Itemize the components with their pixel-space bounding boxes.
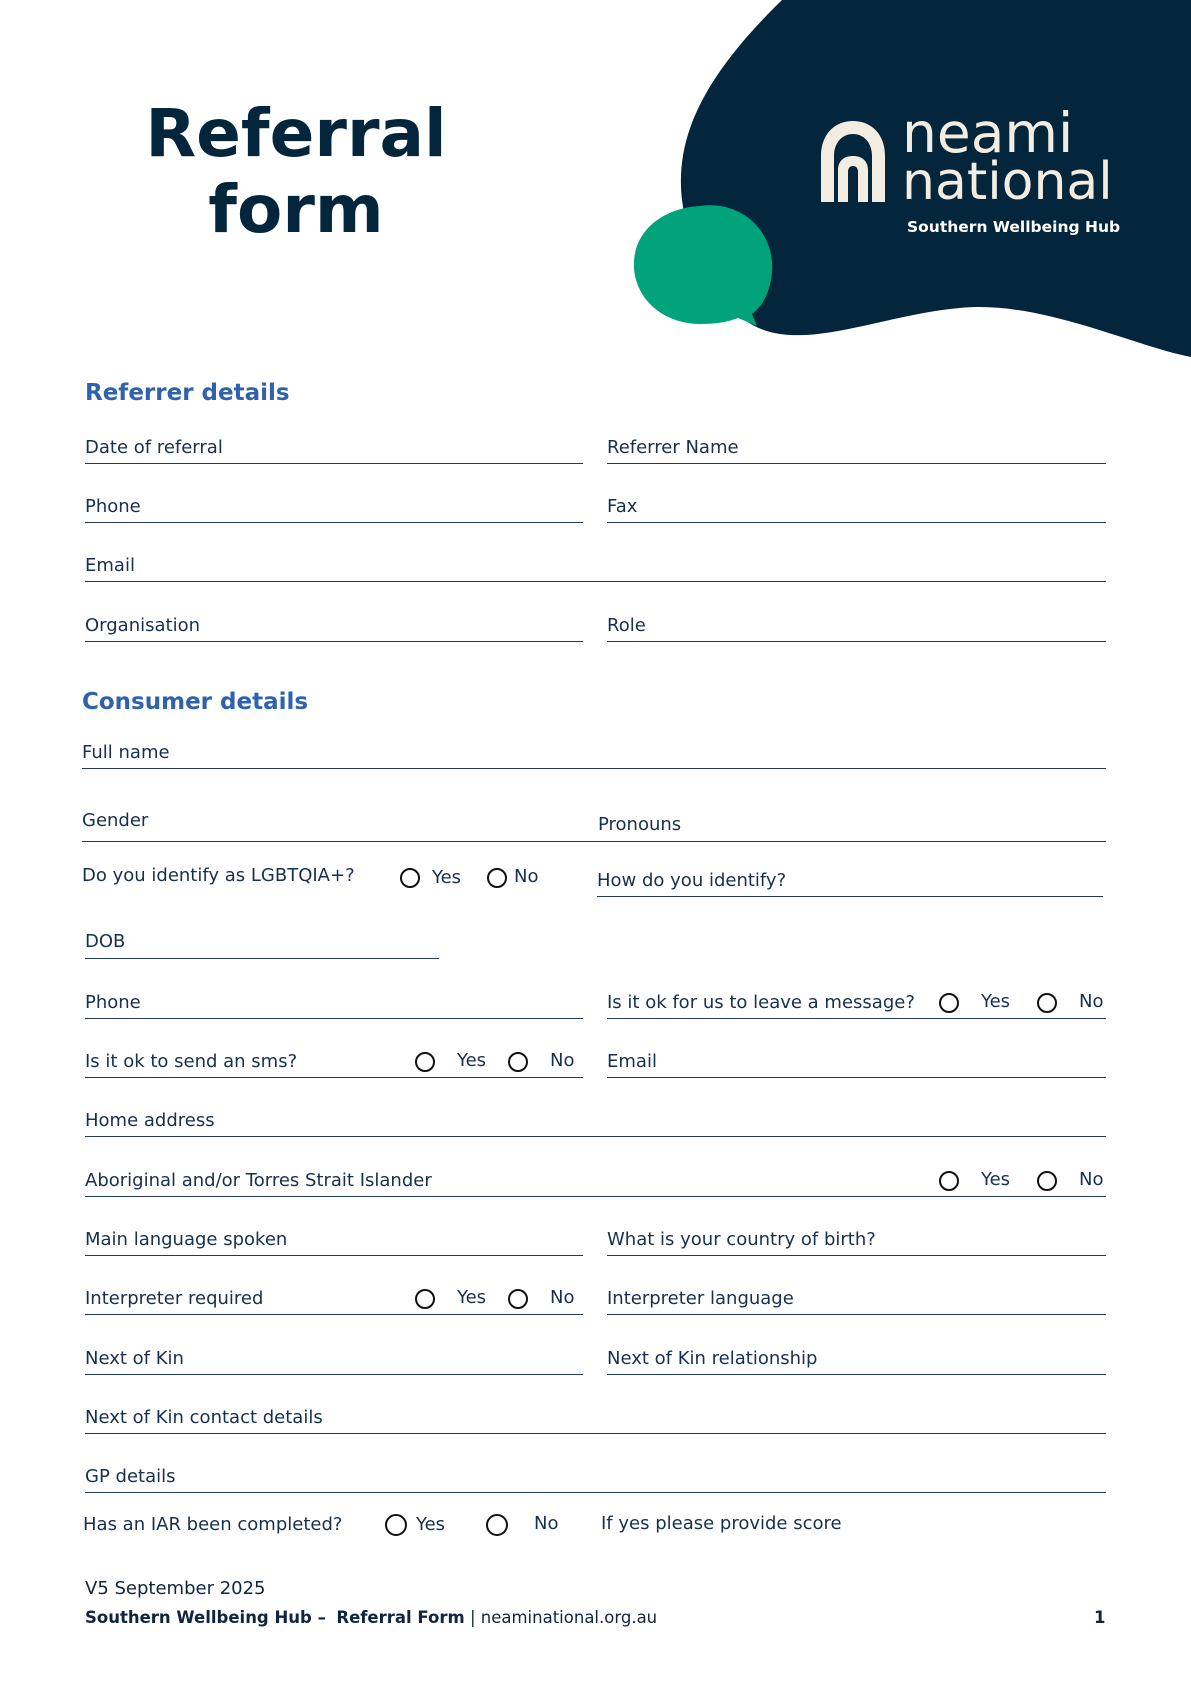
referrer-phone-field[interactable] xyxy=(85,489,583,523)
footer-separator: | xyxy=(469,1608,476,1627)
green-speech-bubble xyxy=(634,205,772,326)
dob-field[interactable] xyxy=(85,925,439,959)
next-of-kin-field[interactable] xyxy=(85,1341,583,1375)
country-of-birth-label: What is your country of birth? xyxy=(607,1229,876,1250)
gp-details-label: GP details xyxy=(85,1466,176,1487)
role-field[interactable] xyxy=(607,608,1106,642)
referrer-email-label: Email xyxy=(85,555,135,576)
send-sms-yes-label: Yes xyxy=(457,1050,487,1071)
home-address-field[interactable] xyxy=(85,1103,1106,1137)
consumer-email-label: Email xyxy=(607,1051,657,1072)
organisation-label: Organisation xyxy=(85,615,201,636)
referrer-email-field[interactable] xyxy=(85,548,1106,582)
leave-message-row xyxy=(607,985,1106,1019)
iar-no-label: No xyxy=(534,1513,559,1534)
referrer-section-title: Referrer details xyxy=(85,380,290,406)
interpreter-language-field[interactable] xyxy=(607,1281,1106,1315)
next-of-kin-contact-label: Next of Kin contact details xyxy=(85,1407,323,1428)
logo-subtitle: Southern Wellbeing Hub xyxy=(907,218,1121,236)
send-sms-no-radio[interactable] xyxy=(508,1052,528,1072)
iar-score-label: If yes please provide score xyxy=(601,1513,842,1534)
full-name-field[interactable] xyxy=(82,735,1106,769)
role-label: Role xyxy=(607,615,646,636)
lgbtqia-yes-radio[interactable] xyxy=(400,868,420,888)
leave-message-yes-label: Yes xyxy=(981,991,1011,1012)
interpreter-required-label: Interpreter required xyxy=(85,1288,264,1309)
interpreter-yes-label: Yes xyxy=(457,1287,487,1308)
interpreter-no-radio[interactable] xyxy=(508,1289,528,1309)
next-of-kin-label: Next of Kin xyxy=(85,1348,184,1369)
version-label: V5 September 2025 xyxy=(85,1578,266,1599)
country-of-birth-field[interactable] xyxy=(607,1222,1106,1256)
footer-form-name: Referral Form xyxy=(336,1608,465,1627)
lgbtqia-yes-label: Yes xyxy=(432,867,462,888)
send-sms-label: Is it ok to send an sms? xyxy=(85,1051,298,1072)
next-of-kin-contact-field[interactable] xyxy=(85,1400,1106,1434)
interpreter-no-label: No xyxy=(550,1287,575,1308)
pronouns-label: Pronouns xyxy=(598,814,682,835)
referrer-phone-label: Phone xyxy=(85,496,141,517)
dob-label: DOB xyxy=(85,931,126,952)
consumer-phone-field[interactable] xyxy=(85,985,583,1019)
lgbtqia-no-radio[interactable] xyxy=(487,868,507,888)
footer-hub-name: Southern Wellbeing Hub – xyxy=(85,1608,326,1627)
leave-message-label: Is it ok for us to leave a message? xyxy=(607,992,915,1013)
lgbtqia-no-label: No xyxy=(514,866,539,887)
neami-arch-logo-icon xyxy=(816,116,890,202)
page-number: 1 xyxy=(1094,1608,1106,1627)
logo-word-national: national xyxy=(902,152,1113,212)
aboriginal-yes-label: Yes xyxy=(981,1169,1011,1190)
footer-website-link[interactable]: neaminational.org.au xyxy=(480,1608,658,1627)
aboriginal-label: Aboriginal and/or Torres Strait Islander xyxy=(85,1170,432,1191)
aboriginal-no-label: No xyxy=(1079,1169,1104,1190)
interpreter-yes-radio[interactable] xyxy=(415,1289,435,1309)
aboriginal-no-radio[interactable] xyxy=(1037,1171,1057,1191)
referrer-fax-field[interactable] xyxy=(607,489,1106,523)
leave-message-yes-radio[interactable] xyxy=(939,993,959,1013)
aboriginal-yes-radio[interactable] xyxy=(939,1171,959,1191)
interpreter-language-label: Interpreter language xyxy=(607,1288,794,1309)
consumer-email-field[interactable] xyxy=(607,1044,1106,1078)
iar-yes-label: Yes xyxy=(416,1514,446,1535)
referrer-name-field[interactable] xyxy=(607,430,1106,464)
how-do-you-identify-label: How do you identify? xyxy=(597,870,787,891)
gp-details-field[interactable] xyxy=(85,1459,1106,1493)
leave-message-no-label: No xyxy=(1079,991,1104,1012)
iar-yes-radio[interactable] xyxy=(385,1514,407,1536)
gender-pronouns-row xyxy=(82,808,1106,842)
how-do-you-identify-field[interactable] xyxy=(597,863,1103,897)
leave-message-no-radio[interactable] xyxy=(1037,993,1057,1013)
consumer-phone-label: Phone xyxy=(85,992,141,1013)
main-language-field[interactable] xyxy=(85,1222,583,1256)
footer-line xyxy=(85,1608,657,1627)
referrer-name-label: Referrer Name xyxy=(607,437,739,458)
date-of-referral-field[interactable] xyxy=(85,430,583,464)
referrer-fax-label: Fax xyxy=(607,496,638,517)
organisation-field[interactable] xyxy=(85,608,583,642)
page-title-line2: form xyxy=(208,171,384,248)
main-language-label: Main language spoken xyxy=(85,1229,288,1250)
lgbtqia-question-row xyxy=(82,862,412,892)
date-of-referral-label: Date of referral xyxy=(85,437,223,458)
full-name-label: Full name xyxy=(82,742,170,763)
next-of-kin-relationship-field[interactable] xyxy=(607,1341,1106,1375)
send-sms-yes-radio[interactable] xyxy=(415,1052,435,1072)
lgbtqia-label: Do you identify as LGBTQIA+? xyxy=(82,865,355,886)
next-of-kin-relationship-label: Next of Kin relationship xyxy=(607,1348,818,1369)
home-address-label: Home address xyxy=(85,1110,215,1131)
logo-word-neami: neami xyxy=(902,101,1074,165)
gender-label: Gender xyxy=(82,810,149,831)
send-sms-no-label: No xyxy=(550,1050,575,1071)
page-title-line1: Referral xyxy=(145,95,447,172)
iar-question-label: Has an IAR been completed? xyxy=(83,1514,343,1535)
consumer-section-title: Consumer details xyxy=(82,689,309,715)
iar-no-radio[interactable] xyxy=(486,1514,508,1536)
